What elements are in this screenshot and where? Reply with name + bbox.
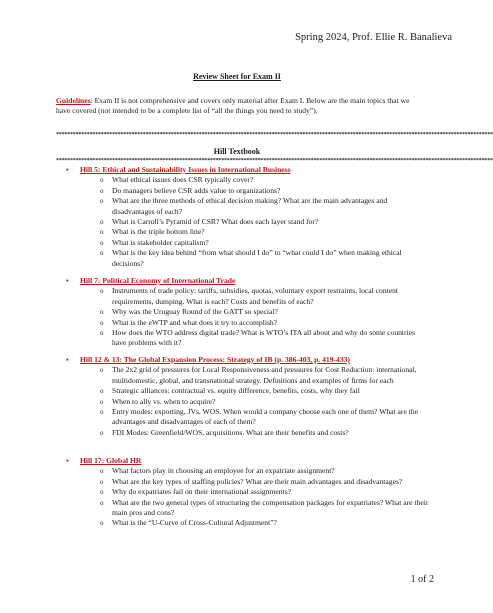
circle-bullet-icon: o: [100, 519, 104, 528]
circle-bullet-icon: o: [100, 176, 104, 185]
circle-bullet-icon: o: [100, 477, 104, 486]
circle-bullet-icon: o: [100, 218, 104, 227]
section-title-text: Hill 12 & 13: The Global Expansion Process: Strategy of IB (p. 386-403, p. 419-433): [80, 355, 350, 364]
guidelines-text: : Exam II is not comprehensive and covers only material after Exam I. Below are the main topics that we have covered (not intended to be a complete list of “all the things you need to study”).: [56, 96, 410, 116]
circle-bullet-icon: o: [100, 238, 104, 247]
circle-bullet-icon: o: [100, 387, 104, 396]
list-item-text: Instruments of trade policy: tariffs, subsidies, quotas, voluntary export restraints, local content requirements, dumping. What is each? Costs and benefits of each?: [112, 286, 399, 306]
circle-bullet-icon: o: [100, 308, 104, 317]
list-item-text: What are the two general types of structuring the compensation packages for expatriates? What are their main pros and cons?: [112, 497, 429, 518]
list-item: [56, 318, 430, 328]
list-item-text: Why was the Uruguay Round of the GATT so special?: [112, 307, 278, 317]
star-divider-bottom: ************************************************************************************************************************************************************: [56, 158, 493, 164]
list-item: [56, 407, 430, 428]
section-hill-12-13: [56, 355, 430, 438]
section-hill-7: [56, 276, 430, 349]
list-item: [56, 186, 430, 196]
circle-bullet-icon: o: [100, 186, 104, 195]
list-item: [56, 477, 430, 487]
question-list: [56, 175, 430, 269]
list-item-text: What ethical issues does CSR typically cover?: [112, 175, 254, 185]
page-title: Review Sheet for Exam II: [193, 72, 281, 81]
question-list: [56, 365, 430, 438]
list-item: [56, 248, 430, 269]
list-item: [56, 365, 430, 386]
list-item: [56, 428, 430, 438]
circle-bullet-icon: o: [100, 318, 104, 327]
list-item-text: FDI Modes: Greenfield/WOS, acquisitions. What are their benefits and costs?: [112, 427, 349, 437]
circle-bullet-icon: o: [100, 397, 104, 406]
list-item: [56, 238, 430, 248]
section-title: [56, 165, 430, 175]
list-item: [56, 217, 430, 227]
list-item-text: What are the three methods of ethical decision making? What are the main advantages and disadvantages of each?: [112, 196, 388, 216]
section-heading: Hill Textbook: [213, 147, 261, 156]
list-item-text: What is Carroll’s Pyramid of CSR? What does each layer stand for?: [112, 217, 319, 227]
circle-bullet-icon: o: [100, 249, 104, 258]
star-divider-top: ************************************************************************************************************************************************************: [56, 132, 493, 138]
list-item: [56, 487, 430, 497]
list-item: [56, 196, 430, 217]
guidelines-paragraph: [56, 96, 422, 117]
list-item-text: Do managers believe CSR adds value to organizations?: [112, 185, 281, 195]
circle-bullet-icon: o: [100, 428, 104, 437]
section-title-text: Hill 17: Global HR: [80, 456, 142, 465]
list-item: [56, 518, 430, 528]
list-item-text: The 2x2 grid of pressures for Local Responsiveness and pressures for Cost Reduction: international, multidomestic, global, and transnational strategy. Definitions and examples of firms for each: [112, 365, 417, 385]
section-title: [56, 456, 430, 466]
circle-bullet-icon: o: [100, 228, 104, 237]
list-item-text: Strategic alliances: contractual vs. equity difference, benefits, costs, why they fail: [112, 386, 360, 396]
square-bullet-icon: ▪: [66, 276, 69, 285]
circle-bullet-icon: o: [100, 467, 104, 476]
list-item: [56, 328, 430, 349]
list-item: [56, 286, 430, 307]
list-item-text: What are the key types of staffing policies? What are their main advantages and disadvantages?: [112, 476, 403, 486]
list-item: [56, 307, 430, 317]
list-item-text: Why do expatriates fail on their international assignments?: [112, 487, 292, 497]
circle-bullet-icon: o: [100, 287, 104, 296]
list-item-text: Entry modes: exporting, JVs, WOS. When would a company choose each one of them? What are the advantages and disadvantages of each of them?: [112, 407, 418, 427]
list-item-text: What is the key idea behind “from what should I do” to “what could I do” when making ethical decisions?: [112, 248, 402, 268]
list-item: [56, 386, 430, 396]
list-item-text: What factors play in choosing an employee for an expatriate assignment?: [112, 466, 335, 476]
circle-bullet-icon: o: [100, 329, 104, 338]
question-list: [56, 286, 430, 348]
list-item: [56, 498, 430, 519]
list-item: [56, 227, 430, 237]
list-item-text: What is the “U-Curve of Cross-Cultural Adjustment”?: [112, 518, 277, 528]
square-bullet-icon: ▪: [66, 456, 69, 465]
square-bullet-icon: ▪: [66, 355, 69, 364]
list-item-text: When to ally vs. when to acquire?: [112, 396, 216, 406]
section-title: [56, 276, 430, 286]
section-hill-5: [56, 165, 430, 269]
course-header: Spring 2024, Prof. Ellie R. Banalieva: [295, 32, 452, 43]
page-number: 1 of 2: [410, 574, 434, 585]
circle-bullet-icon: o: [100, 408, 104, 417]
list-item: [56, 397, 430, 407]
circle-bullet-icon: o: [100, 488, 104, 497]
guidelines-label: Guidelines: [56, 96, 91, 105]
section-hill-17: [56, 456, 430, 529]
circle-bullet-icon: o: [100, 197, 104, 206]
list-item-text: What is stakeholder capitalism?: [112, 237, 209, 247]
list-item: [56, 466, 430, 476]
list-item: [56, 175, 430, 185]
section-title: [56, 355, 430, 365]
section-title-text: Hill 7: Political Economy of International Trade: [80, 276, 236, 285]
list-item-text: What is the triple bottom line?: [112, 227, 205, 237]
question-list: [56, 466, 430, 528]
list-item-text: How does the WTO address digital trade? What is WTO’s ITA all about and why do some countries have problems with it?: [112, 328, 416, 348]
list-item-text: What is the eWTP and what does it try to accomplish?: [112, 317, 278, 327]
section-title-text: Hill 5: Ethical and Sustainability Issues in International Business: [80, 165, 291, 174]
circle-bullet-icon: o: [100, 366, 104, 375]
square-bullet-icon: ▪: [66, 165, 69, 174]
circle-bullet-icon: o: [100, 498, 104, 507]
